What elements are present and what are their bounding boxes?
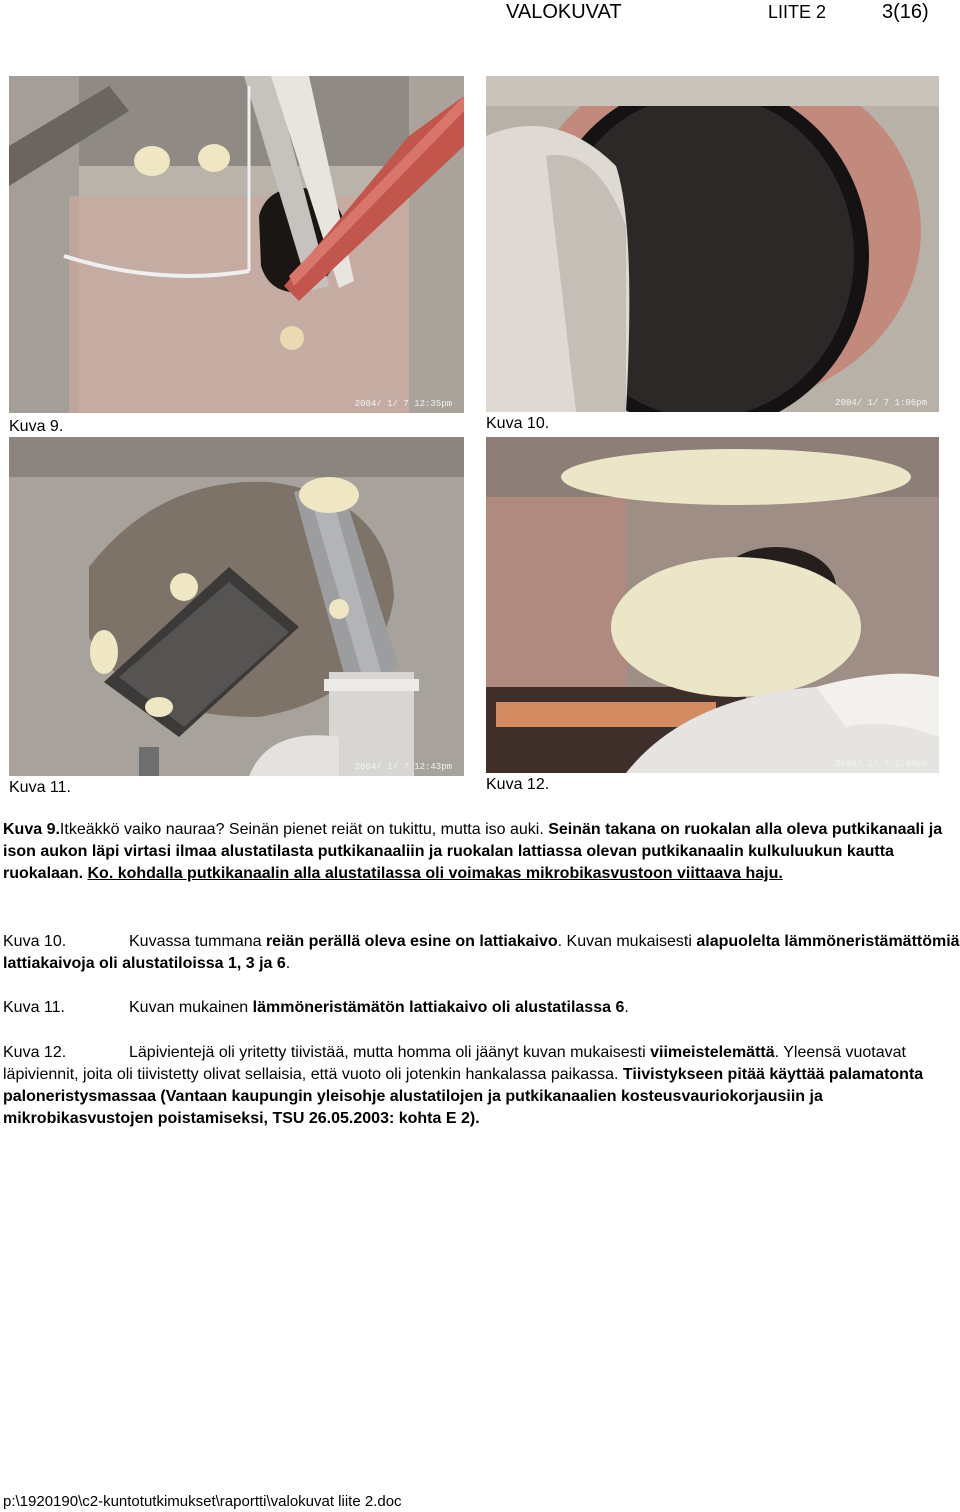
kuva-10-text-4: alapuolelta lämmöneristämättömiä lattiakaivoja oli alustatiloissa 1, 3 ja 6	[3, 933, 960, 972]
kuva-9-intro: Itkeäkkö vaiko nauraa? Seinän pienet reiät on tukittu, mutta iso auki.	[59, 821, 549, 838]
header-title: VALOKUVAT	[506, 1, 622, 23]
footer-file-path: p:\1920190\c2-kuntotutkimukset\raportti\valokuvat liite 2.doc	[3, 1493, 402, 1510]
photo-12-caption: Kuva 12.	[486, 776, 550, 793]
kuva-10-text-5: .	[285, 955, 291, 972]
kuva-10-text-2: reiän perällä oleva esine on lattiakaivo	[265, 933, 558, 950]
kuva-12-text-3: . Yleensä vuotavat läpiviennit, joita oli tiivistetty olivat sellaisia, että vuoto oli jotenkin hankalassa paikassa.	[3, 1044, 906, 1083]
photo-9-timestamp: 2004/ 1/ 7 12:35pm	[354, 399, 452, 409]
photo-10	[486, 76, 939, 412]
photo-10-image	[486, 76, 939, 412]
kuva-11-text-1: Kuvan mukainen	[129, 999, 253, 1016]
kuva-10-label: Kuva 10.	[3, 933, 67, 950]
header-appendix: LIITE 2	[768, 2, 827, 22]
kuva-12-text-4: Tiivistykseen pitää käyttää palamatonta paloneristysmassaa (Vantaan kaupungin yleisohje alustatilojen ja putkikanaalien kosteusvauriokorjausiin ja mikrobikasvustojen poistamiseksi, TSU 26.05.2003: kohta E 2).	[3, 1066, 924, 1127]
photo-12	[486, 437, 939, 773]
kuva-10-text-1: Kuvassa tummana	[129, 933, 266, 950]
kuva-9-smell-note: Ko. kohdalla putkikanaalin alla alustatilassa oli voimakas mikrobikasvustoon viittaava haju.	[87, 865, 783, 882]
photo-9-caption: Kuva 9.	[9, 418, 64, 435]
photo-11-image	[9, 437, 464, 776]
kuva-12-text-2: viimeistelemättä	[650, 1044, 775, 1061]
photo-12-image	[486, 437, 939, 773]
kuva-9-label: Kuva 9.	[3, 821, 60, 838]
kuva-11-text-2: lämmöneristämätön lattiakaivo oli alustatilassa 6	[252, 999, 625, 1016]
kuva-9-description: Seinän takana on ruokalan alla oleva putkikanaali ja ison aukon läpi virtasi ilmaa alustatilasta putkikanaaliin ja ruokalan lattiassa olevan putkikanaalin kulkuluukun kautta ruokalaan.	[3, 821, 943, 882]
photo-10-timestamp: 2004/ 1/ 7 1:06pm	[835, 398, 927, 408]
photo-11-caption: Kuva 11.	[9, 779, 71, 796]
photo-9-image	[9, 76, 464, 413]
photo-10-caption: Kuva 10.	[486, 415, 550, 432]
paragraph-kuva-12	[3, 1042, 960, 1130]
kuva-10-text-3: . Kuvan mukaisesti	[557, 933, 697, 950]
paragraph-kuva-9	[3, 819, 960, 885]
photo-11-timestamp: 2004/ 1/ 7 12:43pm	[354, 762, 452, 772]
photo-11	[9, 437, 464, 776]
kuva-11-text-3: .	[624, 999, 629, 1016]
header-page-number: 3(16)	[882, 1, 929, 23]
kuva-12-text-1: Läpivientejä oli yritetty tiivistää, mutta homma oli jäänyt kuvan mukaisesti	[129, 1044, 651, 1061]
paragraph-kuva-10	[3, 931, 960, 975]
photo-12-timestamp: 2004/ 1/ 7 1:09pm	[835, 759, 927, 769]
paragraph-kuva-11	[3, 997, 960, 1019]
kuva-12-label: Kuva 12.	[3, 1044, 67, 1061]
photo-9	[9, 76, 464, 413]
kuva-11-label: Kuva 11.	[3, 999, 65, 1016]
